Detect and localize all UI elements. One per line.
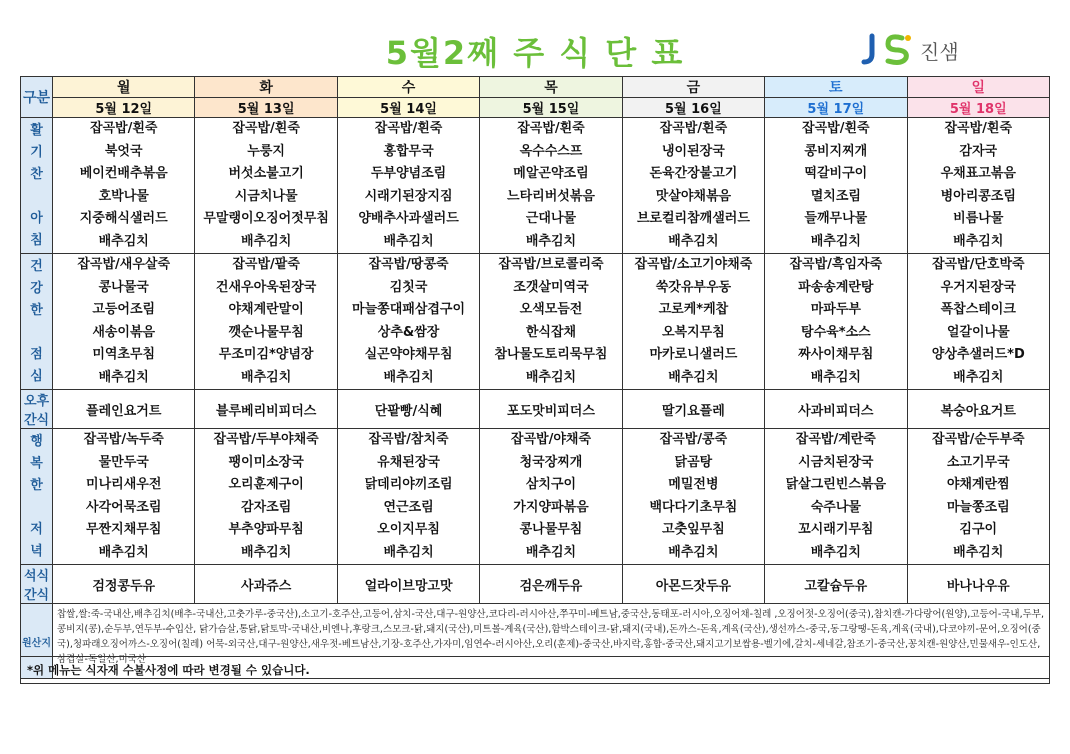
menu-item: 오리훈제구이 [228, 477, 304, 492]
menu-item: 양상추샐러드*D [931, 347, 1025, 362]
menu-item: 잡곡밥/브로콜리죽 [498, 257, 604, 272]
menu-cell [765, 118, 907, 254]
menu-item: 돈육간장불고기 [649, 166, 738, 181]
menu-item: 시금치나물 [234, 188, 298, 204]
night-snack-row [21, 565, 1050, 604]
menu-item: 미나리새우전 [86, 477, 162, 492]
menu-item: 고로케*케찹 [658, 302, 729, 317]
day-header: 월 [53, 77, 195, 98]
js-logo-icon [858, 32, 914, 66]
menu-item: 소고기무국 [946, 454, 1010, 470]
menu-cell [337, 429, 479, 565]
menu-cell [765, 254, 907, 390]
menu-item: 미역초무침 [92, 347, 156, 362]
menu-item: 잡곡밥/흰죽 [517, 121, 585, 136]
snack-item: 아몬드잣두유 [622, 565, 764, 604]
snack-item: 포도맛비피더스 [480, 390, 622, 429]
menu-item: 배추김치 [383, 369, 434, 385]
menu-item: 감자국 [959, 143, 998, 159]
day-date: 5월 18일 [907, 98, 1049, 118]
snack-item: 블루베리비피더스 [195, 390, 337, 429]
menu-item: 배추김치 [810, 544, 861, 560]
menu-cell [622, 118, 764, 254]
menu-item: 배추김치 [98, 233, 149, 249]
snack-item: 검정콩두유 [53, 565, 195, 604]
menu-item: 실곤약야채무침 [364, 347, 453, 362]
menu-item: 냉이된장국 [662, 143, 725, 159]
menu-item: 한식잡채 [525, 324, 577, 340]
day-header: 금 [622, 77, 764, 98]
menu-item: 쑥갓유부우동 [655, 279, 732, 295]
menu-item: 잡곡밥/단호박죽 [931, 257, 1025, 272]
menu-item: 상추&쌈장 [377, 324, 440, 340]
brand-logo [858, 32, 1008, 66]
menu-item: 느타리버섯볶음 [507, 188, 595, 204]
menu-item: 누룽지 [247, 143, 285, 159]
day-header: 목 [480, 77, 622, 98]
menu-item: 지중해식샐러드 [79, 211, 168, 226]
day-header: 수 [337, 77, 479, 98]
menu-item: 잡곡밥/소고기야채죽 [634, 257, 753, 272]
menu-table [20, 76, 1050, 679]
menu-item: 배추김치 [953, 544, 1004, 560]
menu-item: 가지양파볶음 [513, 499, 589, 515]
menu-item: 브로컬리참깨샐러드 [636, 211, 750, 226]
origin-label: 원산지 [21, 604, 53, 679]
menu-item: 잡곡밥/새우살죽 [77, 257, 171, 272]
afternoon-snack-row [21, 390, 1050, 429]
menu-item: 잡곡밥/두부야채죽 [213, 432, 319, 447]
menu-item: 팽이미소장국 [228, 454, 304, 470]
menu-item: 감자조림 [241, 499, 292, 515]
menu-item: 배추김치 [241, 233, 292, 249]
menu-item: 마늘쫑대패삼겹구이 [352, 302, 466, 317]
menu-item: 김구이 [959, 522, 998, 537]
day-row [21, 77, 1050, 98]
lunch-label: 건 강 한 점 심 [21, 254, 53, 390]
menu-item: 깻순나물무침 [228, 324, 304, 340]
day-date: 5월 13일 [195, 98, 337, 118]
menu-item: 배추김치 [810, 233, 861, 249]
menu-cell [907, 118, 1049, 254]
menu-cell [622, 254, 764, 390]
menu-item: 배추김치 [668, 369, 719, 385]
menu-item: 콩비지찌개 [804, 143, 868, 159]
menu-item: 잡곡밥/흰죽 [802, 121, 870, 136]
origin-text: 찹쌀,쌀:죽-국내산,배추김치(배추-국내산,고춧가루-중국산),소고기-호주산,고등어,삼치-국산,대구-원양산,코다리-러시아산,쭈꾸미-베트남,중국산,동태포-러시아,오징어채-칠레 ,오징어젓-오징어(중국),참치캔-가다랑어(원양),고등어-국내,두부,콩비지(콩),순두부,연두부-수입산, 닭가슴살,통닭,닭토막-국내산,비엔나,후랑크,스모크-닭,돼지(국산),미트볼-계육(국산),함박스테이크-닭,돼지(국내),돈까스-돈육,계육(국산),생선까스-중국,동그랑땡-돈육,계육(국내),다코야끼-문어,오징어(중국),청파래오징어까스-오징어(칠레) 어묵-외국산,대구-원양산,새우젓-베트남산,기장-호주산,가자미,임연수-러시아산,오리(훈제)-중국산,바지락,홍합-중국산,돼지고기보쌈용-벨기에,갈치-세네갈,참조기-중국산,꽁치캔-원양산,민물새우-인도산,삼겹살-독일산,미국산 [53, 604, 1050, 679]
menu-item: 백다다기초무침 [649, 499, 738, 515]
menu-cell [195, 429, 337, 565]
menu-item: 배추김치 [953, 233, 1004, 249]
menu-item: 배추김치 [241, 544, 292, 560]
menu-item: 배추김치 [525, 233, 577, 249]
menu-item: 숙주나물 [810, 499, 861, 515]
menu-item: 청국장찌개 [519, 454, 583, 470]
day-date: 5월 17일 [765, 98, 907, 118]
menu-item: 마카로니샐러드 [649, 347, 738, 362]
menu-item: 고춧잎무침 [662, 522, 725, 537]
menu-item: 파송송계란탕 [798, 279, 874, 295]
menu-cell [53, 118, 195, 254]
menu-item: 배추김치 [525, 544, 577, 560]
menu-item: 닭살그린빈스볶음 [785, 477, 887, 492]
menu-item: 근대나물 [525, 211, 577, 226]
menu-item: 잡곡밥/녹두죽 [83, 432, 164, 447]
menu-cell [195, 118, 337, 254]
menu-item: 잡곡밥/참치죽 [368, 432, 449, 447]
day-header: 화 [195, 77, 337, 98]
menu-item: 잡곡밥/팥죽 [232, 257, 300, 272]
menu-item: 우채표고볶음 [940, 166, 1016, 181]
day-date: 5월 14일 [337, 98, 479, 118]
menu-item: 호박나물 [98, 188, 149, 204]
menu-cell [907, 254, 1049, 390]
snack-item: 플레인요거트 [53, 390, 195, 429]
menu-item: 연근조림 [383, 499, 434, 515]
menu-item: 메밀전병 [668, 477, 719, 492]
menu-item: 북엇국 [104, 143, 143, 159]
menu-item: 잡곡밥/순두부죽 [931, 432, 1025, 447]
menu-item: 유채된장국 [377, 454, 440, 470]
menu-cell [337, 254, 479, 390]
menu-item: 사각어묵조림 [86, 499, 162, 515]
menu-cell [195, 254, 337, 390]
snack-item: 딸기요플레 [622, 390, 764, 429]
snack-item: 얼라이브망고맛 [337, 565, 479, 604]
menu-item: 잡곡밥/흰죽 [374, 121, 443, 136]
menu-cell [480, 254, 622, 390]
menu-item: 고등어조림 [92, 302, 156, 317]
menu-item: 우거지된장국 [940, 279, 1016, 295]
menu-item: 김칫국 [389, 279, 428, 295]
menu-cell [53, 254, 195, 390]
menu-item: 물만두국 [98, 454, 149, 470]
menu-item: 닭데리야끼조림 [364, 477, 453, 492]
menu-item: 홍합무국 [383, 143, 434, 159]
menu-item: 삼치구이 [525, 477, 577, 492]
menu-item: 떡갈비구이 [804, 166, 868, 181]
menu-item: 부추양파무침 [228, 522, 304, 537]
menu-item: 두부양념조림 [370, 166, 447, 181]
menu-item: 잡곡밥/야채죽 [510, 432, 592, 447]
day-date: 5월 12일 [53, 98, 195, 118]
night-snack-label: 석식간식 [21, 565, 53, 604]
menu-item: 조갯살미역국 [513, 279, 589, 295]
dinner-label: 행 복 한 저 녁 [21, 429, 53, 565]
menu-item: 맛살야채볶음 [655, 188, 732, 204]
menu-item: 폭찹스테이크 [940, 302, 1016, 317]
menu-item: 잡곡밥/콩죽 [659, 432, 728, 447]
menu-item: 잡곡밥/땅콩죽 [368, 257, 449, 272]
menu-item: 비름나물 [953, 211, 1004, 226]
menu-item: 잡곡밥/흰죽 [944, 121, 1013, 136]
menu-item: 짜사이채무침 [798, 347, 874, 362]
corner-label: 구분 [21, 77, 53, 118]
menu-item: 건새우아욱된장국 [215, 279, 317, 295]
menu-item: 옥수수스프 [519, 143, 583, 159]
snack-item: 바나나우유 [907, 565, 1049, 604]
menu-item: 무말랭이오징어젓무침 [203, 211, 329, 226]
menu-item: 배추김치 [98, 369, 149, 385]
date-row [21, 98, 1050, 118]
menu-item: 잡곡밥/계란죽 [795, 432, 876, 447]
menu-item: 마늘쫑조림 [946, 499, 1010, 515]
menu-item: 오이지무침 [377, 522, 440, 537]
menu-item: 얼갈이나물 [946, 324, 1010, 340]
day-header: 일 [907, 77, 1049, 98]
menu-item: 무짠지채무침 [86, 522, 162, 537]
menu-item: 배추김치 [953, 369, 1004, 385]
menu-cell [765, 429, 907, 565]
menu-item: 새송이볶음 [92, 324, 156, 340]
menu-item: 잡곡밥/흑임자죽 [789, 257, 883, 272]
menu-item: 마파두부 [810, 302, 861, 317]
menu-cell [622, 429, 764, 565]
menu-item: 들깨무나물 [804, 211, 868, 226]
snack-item: 단팥빵/식혜 [337, 390, 479, 429]
menu-cell [480, 118, 622, 254]
day-date: 5월 15일 [480, 98, 622, 118]
day-header: 토 [765, 77, 907, 98]
menu-item: 꼬시래기무침 [798, 522, 874, 537]
snack-item: 사과비피더스 [765, 390, 907, 429]
page-title: 5월2째 주 식 단 표 [385, 34, 685, 72]
menu-cell [337, 118, 479, 254]
menu-item: 배추김치 [241, 369, 292, 385]
menu-item: 무조미김*양념장 [218, 347, 314, 362]
menu-cell [480, 429, 622, 565]
menu-item: 잡곡밥/흰죽 [89, 121, 158, 136]
menu-item: 베이컨배추볶음 [79, 166, 168, 181]
menu-item: 참나물도토리묵무침 [494, 347, 608, 362]
menu-item: 배추김치 [668, 544, 719, 560]
breakfast-label: 활 기 찬 아 침 [21, 118, 53, 254]
lunch-row [21, 254, 1050, 390]
menu-item: 병아리콩조림 [940, 188, 1016, 204]
brand-name: 진샘 [920, 40, 959, 64]
menu-item: 배추김치 [383, 233, 434, 249]
menu-item: 버섯소불고기 [228, 166, 304, 181]
dinner-row [21, 429, 1050, 565]
menu-item: 닭곰탕 [674, 454, 713, 470]
menu-item: 콩나물무침 [519, 522, 583, 537]
menu-item: 시금치된장국 [798, 454, 874, 470]
menu-item: 배추김치 [810, 369, 861, 385]
snack-item: 검은깨두유 [480, 565, 622, 604]
menu-item: 배추김치 [383, 544, 434, 560]
snack-item: 고칼슘두유 [765, 565, 907, 604]
menu-item: 배추김치 [525, 369, 577, 385]
menu-item: 잡곡밥/흰죽 [659, 121, 728, 136]
menu-item: 오색모듬전 [519, 302, 583, 317]
menu-item: 양배추사과샐러드 [358, 211, 459, 226]
menu-item: 콩나물국 [98, 279, 149, 295]
menu-item: 배추김치 [668, 233, 719, 249]
menu-item: 야채계란찜 [946, 477, 1010, 492]
snack-item: 복숭아요거트 [907, 390, 1049, 429]
menu-item: 메알곤약조림 [513, 166, 589, 181]
menu-item: 배추김치 [98, 544, 149, 560]
day-date: 5월 16일 [622, 98, 764, 118]
menu-item: 멸치조림 [810, 188, 861, 204]
menu-item: 야채계란말이 [228, 302, 304, 317]
afternoon-snack-label: 오후간식 [21, 390, 53, 429]
snack-item: 사과쥬스 [195, 565, 337, 604]
menu-item: 잡곡밥/흰죽 [232, 121, 300, 136]
menu-item: 오복지무침 [662, 324, 725, 340]
notice: *위 메뉴는 식자재 수불사정에 따라 변경될 수 있습니다. [20, 656, 1050, 684]
menu-item: 탕수육*소스 [801, 324, 871, 340]
menu-item: 시래기된장지짐 [364, 188, 453, 204]
menu-cell [53, 429, 195, 565]
breakfast-row [21, 118, 1050, 254]
menu-cell [907, 429, 1049, 565]
